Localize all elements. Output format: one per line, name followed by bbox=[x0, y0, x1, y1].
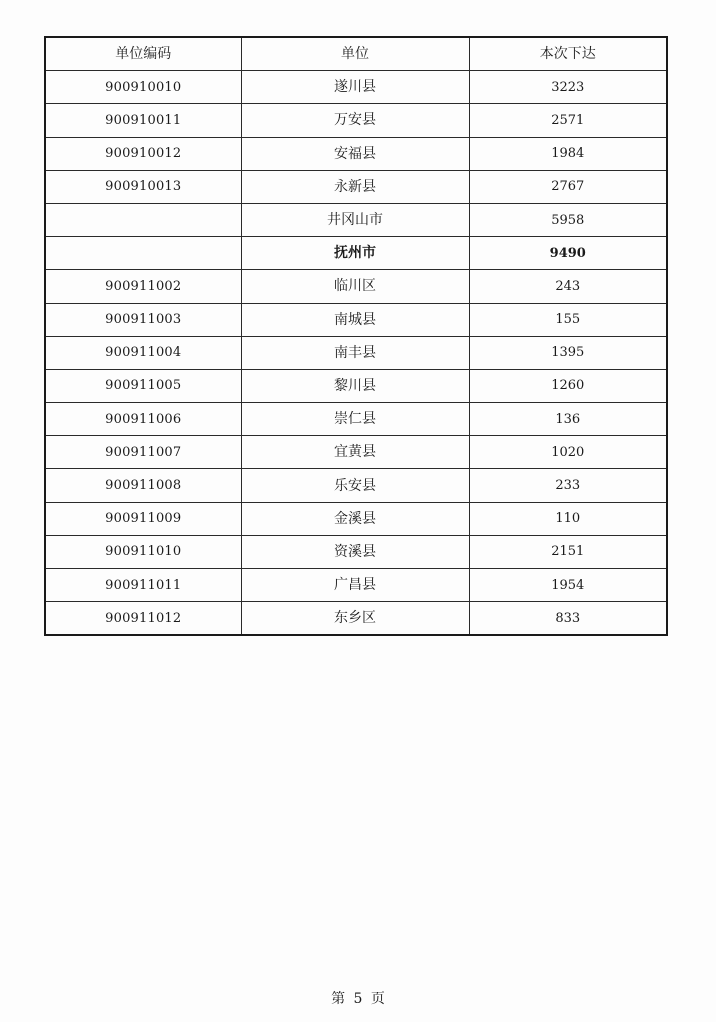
cell-amount: 233 bbox=[469, 469, 667, 502]
cell-amount: 833 bbox=[469, 602, 667, 636]
header-unit-code: 单位编码 bbox=[45, 37, 241, 71]
table-row bbox=[45, 270, 667, 303]
cell-unit-name: 安福县 bbox=[241, 137, 469, 170]
cell-unit-code: 900911006 bbox=[45, 403, 241, 436]
cell-amount: 3223 bbox=[469, 71, 667, 104]
table-row bbox=[45, 403, 667, 436]
cell-amount: 155 bbox=[469, 303, 667, 336]
cell-unit-name: 资溪县 bbox=[241, 535, 469, 568]
table-row bbox=[45, 469, 667, 502]
table-row bbox=[45, 104, 667, 137]
cell-unit-name: 永新县 bbox=[241, 170, 469, 203]
cell-unit-code: 900911010 bbox=[45, 535, 241, 568]
cell-unit-name: 遂川县 bbox=[241, 71, 469, 104]
cell-unit-name: 南丰县 bbox=[241, 336, 469, 369]
cell-unit-name: 南城县 bbox=[241, 303, 469, 336]
cell-unit-code: 900911003 bbox=[45, 303, 241, 336]
cell-unit-code: 900910010 bbox=[45, 71, 241, 104]
cell-amount: 1954 bbox=[469, 569, 667, 602]
cell-unit-name: 东乡区 bbox=[241, 602, 469, 636]
cell-unit-name: 广昌县 bbox=[241, 569, 469, 602]
cell-amount: 1984 bbox=[469, 137, 667, 170]
cell-amount: 243 bbox=[469, 270, 667, 303]
cell-unit-name: 金溪县 bbox=[241, 502, 469, 535]
cell-amount: 2571 bbox=[469, 104, 667, 137]
footer-prefix: 第 bbox=[331, 991, 346, 1007]
cell-amount: 5958 bbox=[469, 203, 667, 236]
table-row bbox=[45, 336, 667, 369]
page-footer bbox=[0, 988, 716, 1008]
table-row bbox=[45, 137, 667, 170]
cell-unit-name: 崇仁县 bbox=[241, 403, 469, 436]
cell-unit-code: 900911007 bbox=[45, 436, 241, 469]
header-unit: 单位 bbox=[241, 37, 469, 71]
table-row bbox=[45, 535, 667, 568]
table-row bbox=[45, 436, 667, 469]
cell-unit-code: 900911005 bbox=[45, 369, 241, 402]
cell-amount: 1260 bbox=[469, 369, 667, 402]
allocation-table bbox=[44, 36, 668, 636]
footer-suffix: 页 bbox=[370, 991, 385, 1007]
table-row bbox=[45, 303, 667, 336]
header-amount: 本次下达 bbox=[469, 37, 667, 71]
cell-unit-code: 900910011 bbox=[45, 104, 241, 137]
cell-unit-code bbox=[45, 203, 241, 236]
cell-unit-code: 900911011 bbox=[45, 569, 241, 602]
cell-unit-code: 900910012 bbox=[45, 137, 241, 170]
cell-unit-code: 900911012 bbox=[45, 602, 241, 636]
cell-amount: 9490 bbox=[469, 237, 667, 270]
cell-amount: 1020 bbox=[469, 436, 667, 469]
table-row bbox=[45, 602, 667, 636]
cell-amount: 110 bbox=[469, 502, 667, 535]
cell-unit-name: 临川区 bbox=[241, 270, 469, 303]
table-row bbox=[45, 569, 667, 602]
cell-unit-code: 900911002 bbox=[45, 270, 241, 303]
cell-unit-name: 乐安县 bbox=[241, 469, 469, 502]
cell-unit-code: 900911008 bbox=[45, 469, 241, 502]
cell-unit-name: 宜黄县 bbox=[241, 436, 469, 469]
cell-unit-code: 900910013 bbox=[45, 170, 241, 203]
cell-amount: 136 bbox=[469, 403, 667, 436]
cell-unit-name: 井冈山市 bbox=[241, 203, 469, 236]
cell-unit-name: 万安县 bbox=[241, 104, 469, 137]
table-row bbox=[45, 502, 667, 535]
table-header-row bbox=[45, 37, 667, 71]
cell-amount: 2767 bbox=[469, 170, 667, 203]
cell-amount: 2151 bbox=[469, 535, 667, 568]
cell-unit-code: 900911009 bbox=[45, 502, 241, 535]
cell-unit-name: 黎川县 bbox=[241, 369, 469, 402]
cell-unit-code: 900911004 bbox=[45, 336, 241, 369]
table-body bbox=[45, 71, 667, 636]
cell-amount: 1395 bbox=[469, 336, 667, 369]
table-row bbox=[45, 237, 667, 270]
table-row bbox=[45, 369, 667, 402]
table-row bbox=[45, 203, 667, 236]
table-row bbox=[45, 71, 667, 104]
cell-unit-name: 抚州市 bbox=[241, 237, 469, 270]
cell-unit-code bbox=[45, 237, 241, 270]
table-row bbox=[45, 170, 667, 203]
page-number: 5 bbox=[353, 991, 363, 1007]
